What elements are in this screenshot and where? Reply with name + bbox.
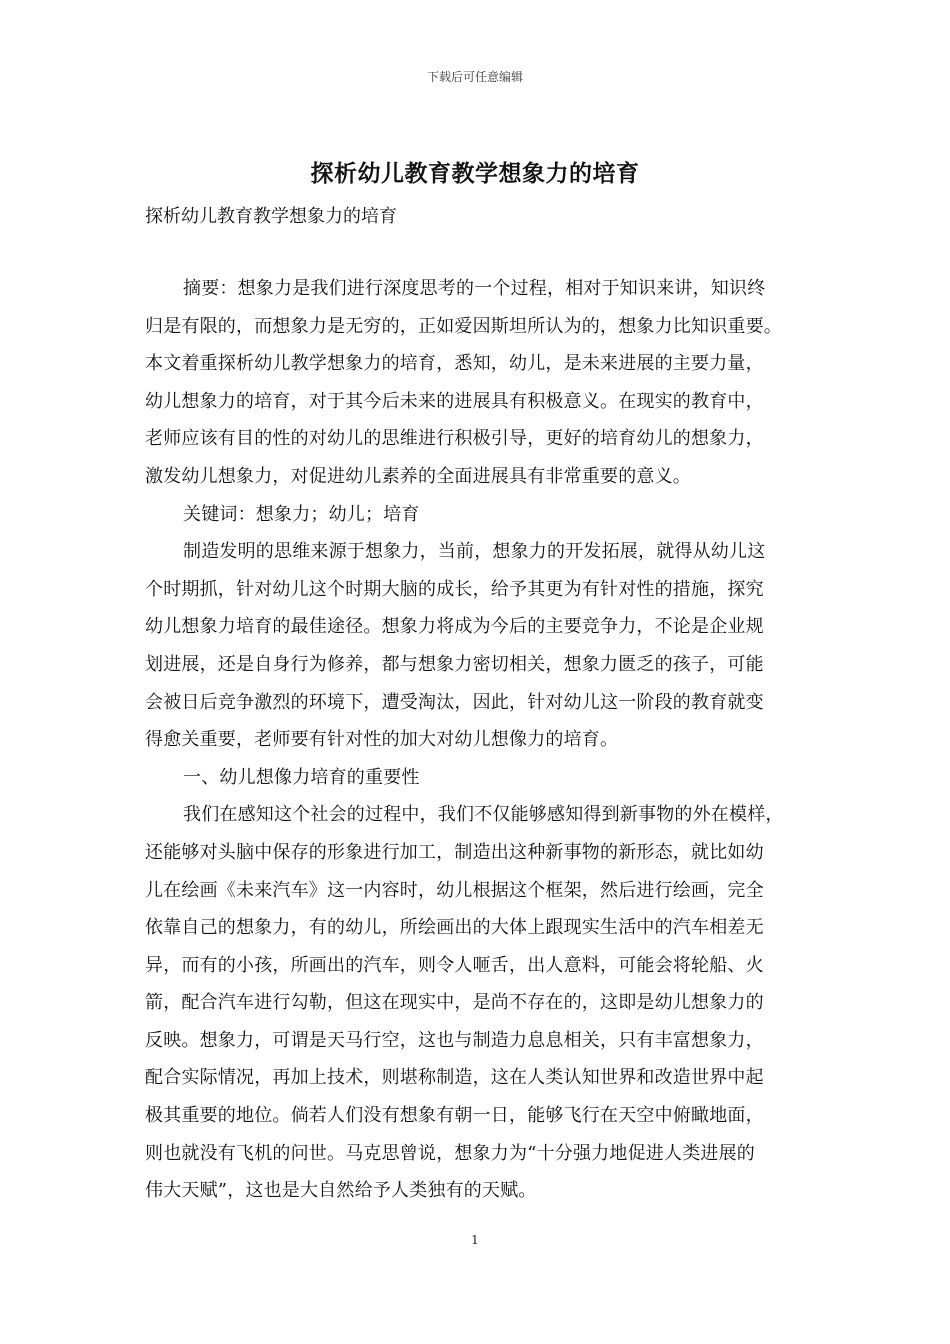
abstract-line: 老师应该有目的性的对幼儿的思维进行积极引导，更好的培育幼儿的想象力， (145, 428, 764, 450)
section-line: 依靠自己的想象力，有的幼儿，所绘画出的大体上跟现实生活中的汽车相差无 (145, 917, 764, 939)
page-number: 1 (471, 1233, 479, 1247)
document-title: 探析幼儿教育教学想象力的培育 (310, 160, 640, 187)
abstract-line: 激发幼儿想象力，对促进幼儿素养的全面进展具有非常重要的意义。 (145, 465, 691, 487)
intro-line: 个时期抓，针对幼儿这个时期大脑的成长，给予其更为有针对性的措施，探究 (145, 578, 764, 600)
header-note: 下载后可任意编辑 (426, 70, 523, 84)
section-line: 极其重要的地位。倘若人们没有想象有朝一日，能够飞行在天空中俯瞰地面， (145, 1105, 764, 1127)
section-line: 反映。想象力，可谓是天马行空，这也与制造力息息相关，只有丰富想象力， (145, 1029, 764, 1051)
section-line: 箭，配合汽车进行勾勒，但这在现实中，是尚不存在的，这即是幼儿想象力的 (145, 992, 764, 1014)
section-line: 我们在感知这个社会的过程中，我们不仅能够感知得到新事物的外在模样， (183, 804, 784, 826)
section-line: 配合实际情况，再加上技术，则堪称制造，这在人类认知世界和改造世界中起 (145, 1067, 764, 1089)
section-heading: 一、幼儿想像力培育的重要性 (183, 766, 420, 788)
abstract-line: 摘要：想象力是我们进行深度思考的一个过程，相对于知识来讲，知识终 (183, 278, 766, 299)
body-text (145, 270, 817, 1210)
intro-line: 划进展，还是自身行为修养，都与想象力密切相关，想象力匮乏的孩子，可能 (145, 653, 764, 675)
abstract-line: 幼儿想象力的培育，对于其今后未来的进展具有积极意义。在现实的教育中， (145, 390, 764, 412)
keywords-line: 关键词：想象力；幼儿；培育 (183, 503, 420, 525)
section-line: 异，而有的小孩，所画出的汽车，则令人咂舌，出人意料，可能会将轮船、火 (145, 954, 764, 976)
section-line: 还能够对头脑中保存的形象进行加工，制造出这种新事物的新形态，就比如幼 (145, 841, 764, 863)
document-subtitle: 探析幼儿教育教学想象力的培育 (145, 206, 397, 227)
intro-line: 制造发明的思维来源于想象力，当前，想象力的开发拓展，就得从幼儿这 (183, 541, 766, 563)
intro-line: 得愈关重要，老师要有针对性的加大对幼儿想像力的培育。 (145, 729, 619, 751)
intro-line: 会被日后竞争激烈的环境下，遭受淘汰，因此，针对幼儿这一阶段的教育就变 (145, 691, 764, 713)
section-line: 伟大天赋”，这也是大自然给予人类独有的天赋。 (145, 1180, 537, 1202)
abstract-line: 本文着重探析幼儿教学想象力的培育，悉知，幼儿，是未来进展的主要力量， (145, 353, 764, 375)
intro-line: 幼儿想象力培育的最佳途径。想象力将成为今后的主要竞争力，不论是企业规 (145, 616, 764, 638)
section-line: 儿在绘画《未来汽车》这一内容时，幼儿根据这个框架，然后进行绘画，完全 (145, 879, 764, 901)
section-line: 则也就没有飞机的问世。马克思曾说，想象力为“十分强力地促进人类进展的 (145, 1142, 755, 1164)
abstract-line: 归是有限的，而想象力是无穷的，正如爱因斯坦所认为的，想象力比知识重要。 (145, 315, 782, 337)
